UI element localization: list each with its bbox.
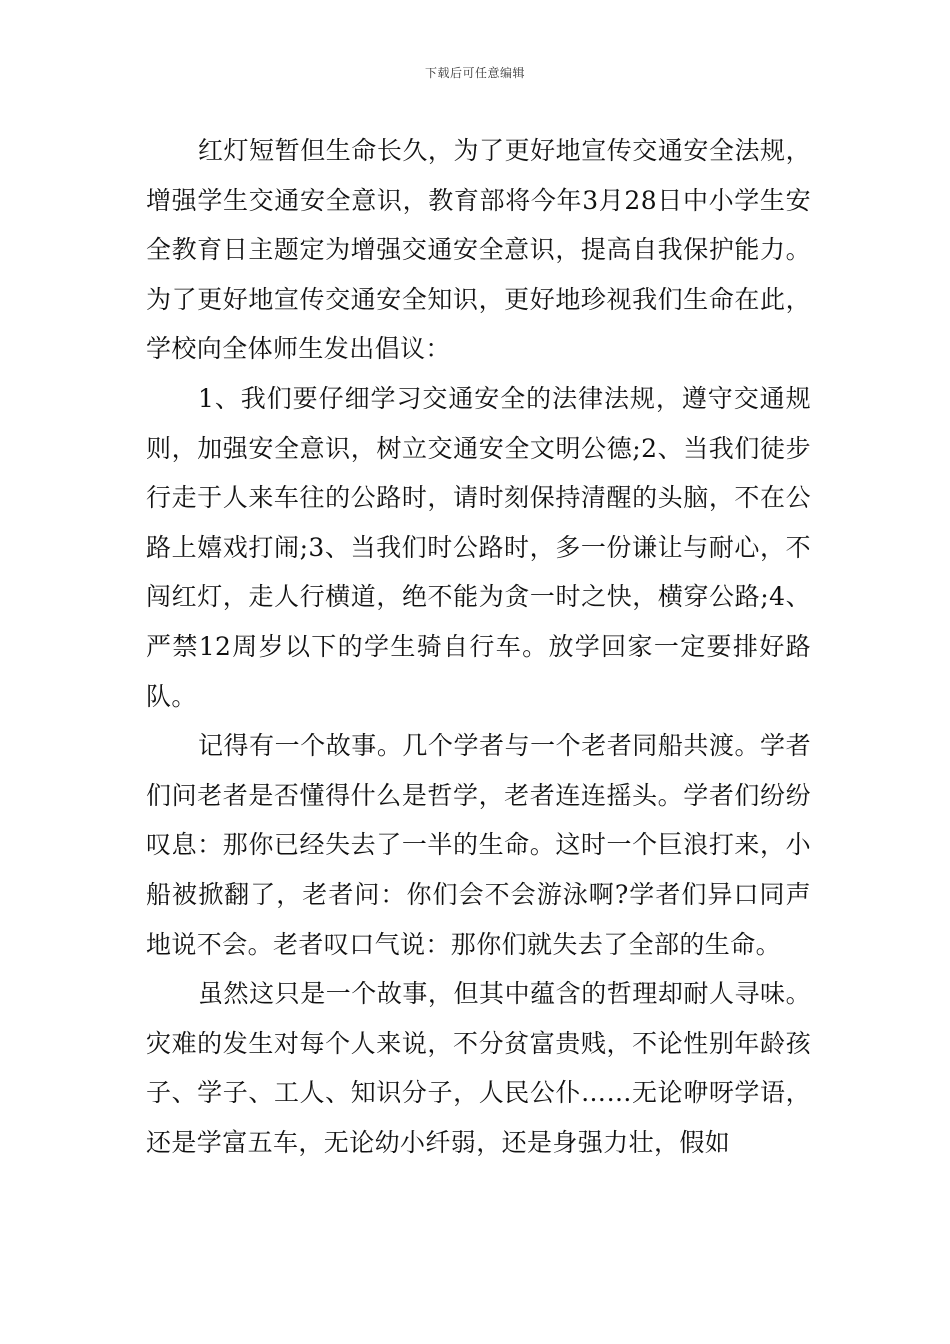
paragraph-1: 红灯短暂但生命长久，为了更好地宣传交通安全法规，增强学生交通安全意识，教育部将今年3月28日中小学生安全教育日主题定为增强交通安全意识，提高自我保护能力。为了更好地宣传交通安全知识，更好地珍视我们生命在此，学校向全体师生发出倡议： (146, 136, 811, 364)
document-body (146, 126, 811, 1167)
page-header: 下载后可任意编辑 (424, 66, 525, 80)
paragraph-3: 记得有一个故事。几个学者与一个老者同船共渡。学者们问老者是否懂得什么是哲学，老者连连摇头。学者们纷纷叹息：那你已经失去了一半的生命。这时一个巨浪打来，小船被掀翻了，老者问：你们会不会游泳啊?学者们异口同声地说不会。老者叹口气说：那你们就失去了全部的生命。 (146, 731, 811, 959)
paragraph-4: 虽然这只是一个故事，但其中蕴含的哲理却耐人寻味。灾难的发生对每个人来说，不分贫富贵贱，不论性别年龄孩子、学子、工人、知识分子，人民公仆……无论咿呀学语，还是学富五车，无论幼小纤弱，还是身强力壮，假如 (146, 979, 811, 1157)
paragraph-2: 1、我们要仔细学习交通安全的法律法规，遵守交通规则，加强安全意识，树立交通安全文明公德;2、当我们徒步行走于人来车往的公路时，请时刻保持清醒的头脑，不在公路上嬉戏打闹;3、当我们时公路时，多一份谦让与耐心，不闯红灯，走人行横道，绝不能为贪一时之快，横穿公路;4、严禁12周岁以下的学生骑自行车。放学回家一定要排好路队。 (146, 383, 811, 711)
